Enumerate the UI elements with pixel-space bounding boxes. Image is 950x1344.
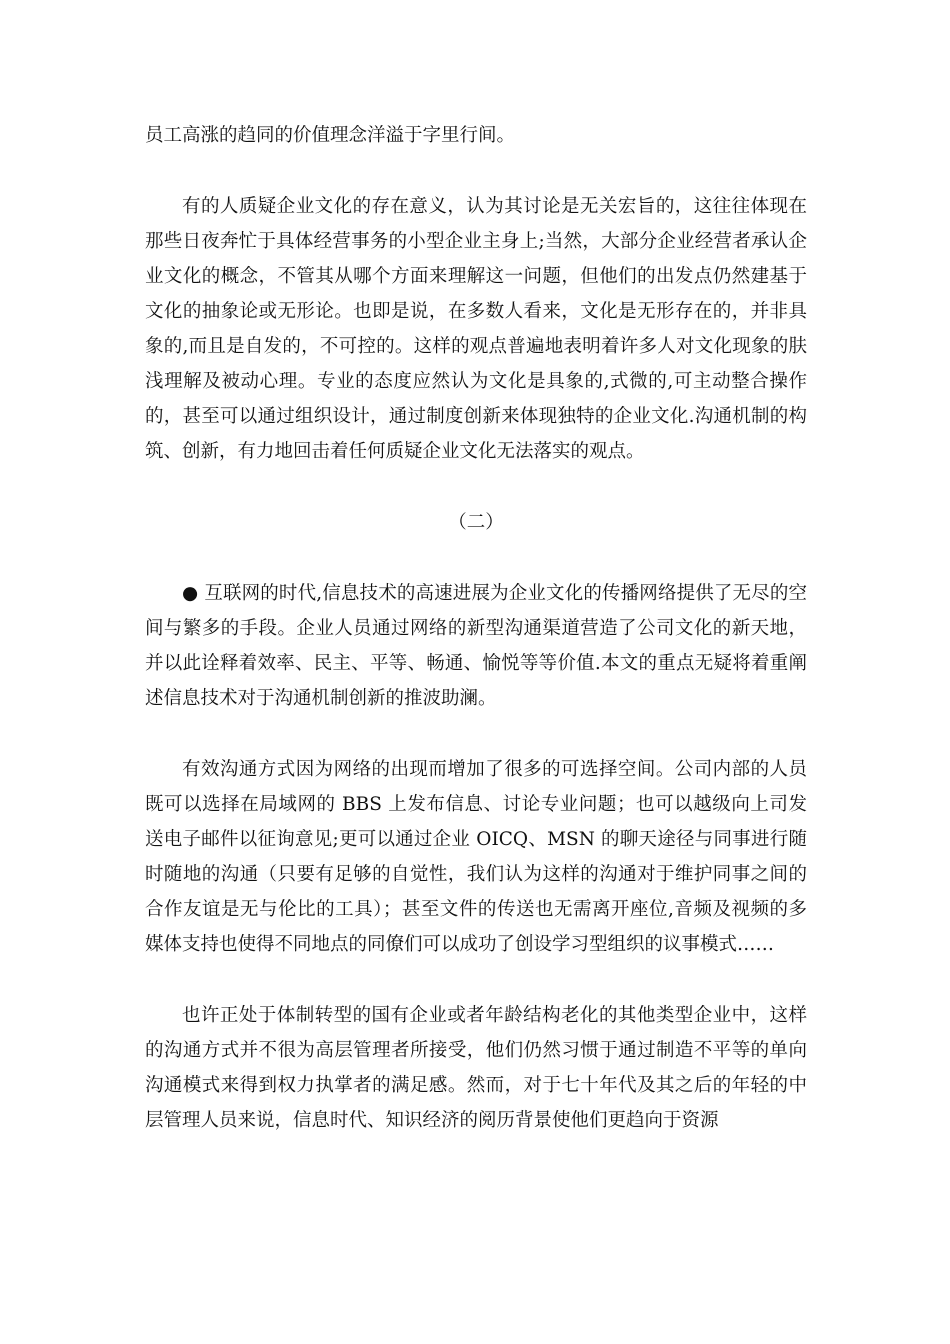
paragraph-culture-skepticism: 有的人质疑企业文化的存在意义，认为其讨论是无关宏旨的，这往往体现在那些日夜奔忙于具体经营事务的小型企业主身上;当然，大部分企业经营者承认企业文化的概念，不管其从哪个方面来理解这一问题，但他们的出发点仍然建基于文化的抽象论或无形论。也即是说，在多数人看来，文化是无形存在的，并非具象的,而且是自发的，不可控的。这样的观点普遍地表明着许多人对文化现象的肤浅理解及被动心理。专业的态度应然认为文化是具象的,式微的,可主动整合操作的，甚至可以通过组织设计，通过制度创新来体现独特的企业文化.沟通机制的构筑、创新，有力地回击着任何质疑企业文化无法落实的观点。 — [145, 196, 807, 462]
paragraph-continuation: 员工高涨的趋同的价值理念洋溢于字里行间。 — [145, 125, 516, 146]
document-page — [145, 118, 807, 1138]
section-heading: （二） — [448, 512, 504, 533]
paragraph-communication-options: 有效沟通方式因为网络的出现而增加了很多的可选择空间。公司内部的人员既可以选择在局域网的 BBS 上发布信息、讨论专业问题；也可以越级向上司发送电子邮件以征询意见;更可以通过企业 OICQ、MSN 的聊天途径与同事进行随时随地的沟通（只要有足够的自觉性，我们认为这样的沟通对于维护同事之间的合作友谊是无与伦比的工具）；甚至文件的传送也无需离开座位,音频及视频的多媒体支持也使得不同地点的同僚们可以成功了创设学习型组织的议事模式…… — [145, 759, 807, 955]
paragraph-internet-era: ● 互联网的时代,信息技术的高速进展为企业文化的传播网络提供了无尽的空间与繁多的手段。企业人员通过网络的新型沟通渠道营造了公司文化的新天地，并以此诠释着效率、民主、平等、畅通、愉悦等等价值.本文的重点无疑将着重阐述信息技术对于沟通机制创新的推波助澜。 — [145, 583, 807, 709]
paragraph-management-acceptance: 也许正处于体制转型的国有企业或者年龄结构老化的其他类型企业中，这样的沟通方式并不很为高层管理者所接受，他们仍然习惯于通过制造不平等的单向沟通模式来得到权力执掌者的满足感。然而，对于七十年代及其之后的年轻的中层管理人员来说，信息时代、知识经济的阅历背景使他们更趋向于资源 — [145, 1005, 807, 1131]
